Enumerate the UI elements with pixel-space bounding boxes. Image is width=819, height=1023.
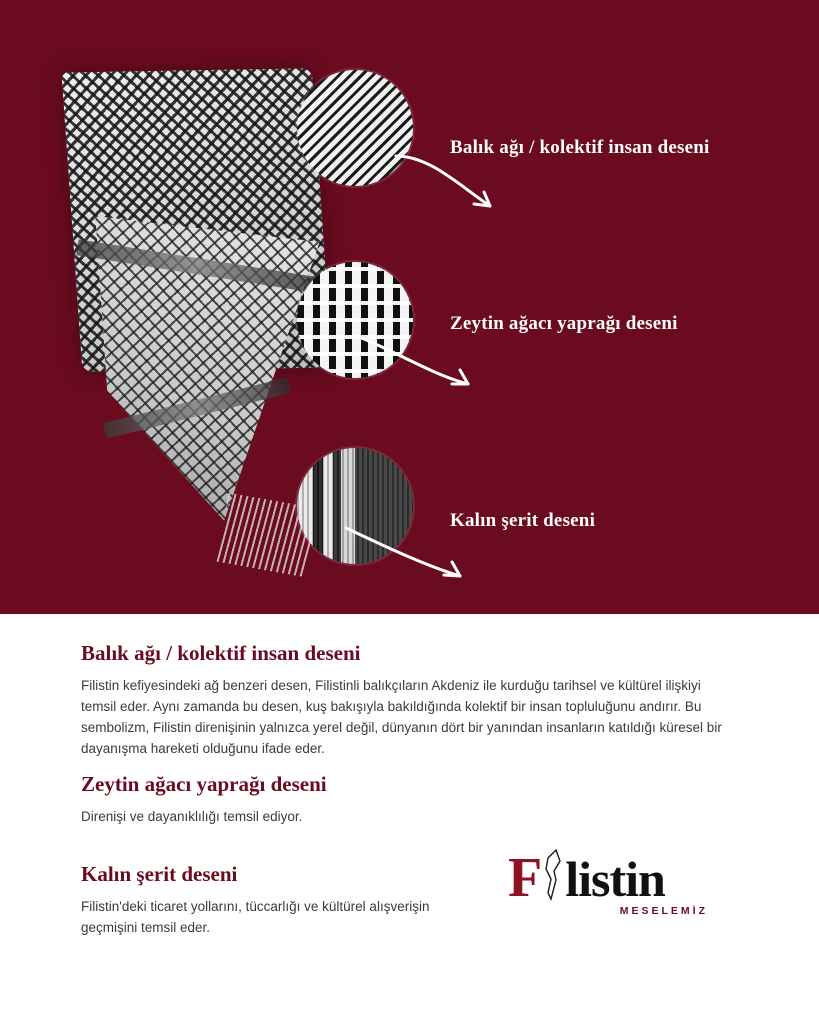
fishnet-pattern-circle [297, 70, 413, 186]
logo-subtitle: MESELEMİZ [619, 905, 708, 917]
section-thick-stripe [81, 862, 481, 939]
section-fishnet [81, 641, 726, 760]
logo-f-letter: F [508, 846, 543, 909]
section-olive-leaf [81, 772, 726, 828]
callout-label-fishnet: Balık ağı / kolektif insan deseni [450, 137, 710, 158]
section-title: Kalın şerit deseni [81, 862, 238, 886]
brand-logo [508, 846, 708, 931]
section-body: Direnişi ve dayanıklılığı temsil ediyor. [81, 809, 303, 824]
olive-leaf-pattern-circle [297, 262, 413, 378]
section-title: Zeytin ağacı yaprağı deseni [81, 772, 327, 796]
palestine-map-icon [543, 849, 563, 901]
logo-wordmark [508, 846, 708, 909]
callout-arrow-1-icon [390, 150, 510, 230]
content-panel [0, 614, 819, 1023]
callout-label-thick-stripe: Kalın şerit deseni [450, 510, 596, 531]
callout-label-olive-leaf: Zeytin ağacı yaprağı deseni [450, 313, 678, 334]
section-body: Filistin kefiyesindeki ağ benzeri desen, Filistinli balıkçıların Akdeniz ile kurduğu tarihsel ve kültürel ilişkiyi temsil eder. Aynı zamanda bu desen, kuş bakışıyla bakıldığında kolektif bir insan topluluğunu andırır. Bu sembolizm, Filistin direnişinin yalnızca yerel değil, dünyanın dört bir yanından insanların katıldığı küresel bir dayanışma hareketi olduğunu ifade eder. [81, 678, 722, 756]
section-title: Balık ağı / kolektif insan deseni [81, 641, 361, 665]
section-body: Filistin'deki ticaret yollarını, tüccarlığı ve kültürel alışverişin geçmişini temsil eder. [81, 899, 430, 935]
logo-rest-text: listin [565, 850, 665, 907]
thick-stripe-pattern-circle [297, 448, 413, 564]
